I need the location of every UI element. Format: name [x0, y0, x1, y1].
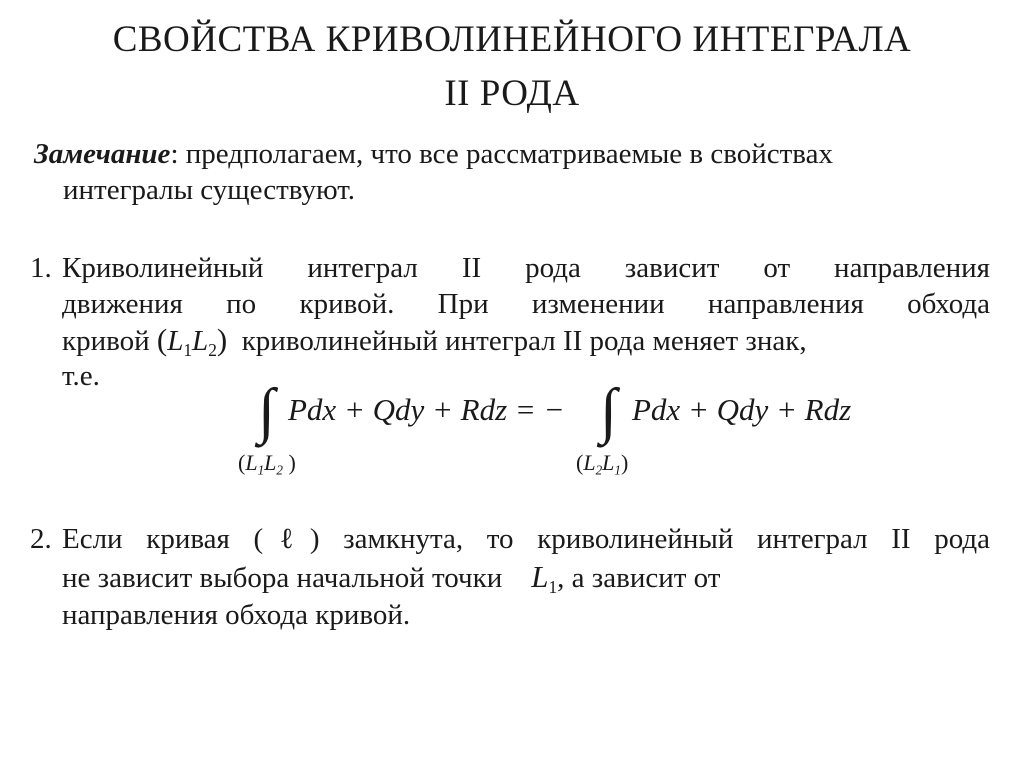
left-limit-sub-a: 1 [257, 462, 265, 478]
item2-line2-post: , а зависит от [557, 562, 721, 594]
item2-line1: Если кривая (ℓ) замкнута, то криволинейный интеграл II рода [62, 523, 990, 555]
item1-line2: движения по кривой. При изменении направления обхода [62, 288, 990, 320]
curve-sub2: 2 [208, 340, 217, 361]
slide-title-line1: СВОЙСТВА КРИВОЛИНЕЙНОГО ИНТЕГРАЛА [112, 19, 912, 60]
curve-L1: L [167, 325, 184, 357]
right-limit-sub-b: 1 [614, 462, 622, 478]
remark-line2: интегралы существуют. [63, 174, 355, 206]
right-limit-sub-a: 2 [595, 462, 603, 478]
curve-sub1: 1 [183, 340, 193, 361]
item1-number: 1. [30, 252, 52, 284]
left-limit-sub-b: 2 [276, 462, 284, 478]
remark-label: Замечание [34, 138, 171, 170]
remark-text-1: предполагаем, что все рассматриваемые в свойствах [178, 138, 833, 170]
start-point-L: L [531, 559, 549, 594]
remark-line1 [34, 136, 833, 172]
item1-line3: кривой $(L_1L_2)$ криволинейный интеграл II рода меняет знак, [62, 322, 807, 361]
right-integral-limit: $(L_2L_1)$ [576, 450, 629, 478]
item1-line4: т.е. [62, 360, 100, 392]
remark-colon: : [170, 138, 179, 170]
item1-line1: Криволинейный интеграл II рода зависит от направления [62, 252, 990, 284]
start-point-sub: 1 [548, 577, 558, 598]
item2-line2-pre: не зависит выбора начальной точки [62, 562, 503, 594]
left-limit-Lb: L [264, 450, 277, 475]
item2-line3: направления обхода кривой. [62, 599, 411, 631]
formula-right-expr: Pdx + Qdy + Rdz [632, 392, 852, 427]
left-limit-La: L [245, 450, 258, 475]
item1-line3-post: криволинейный интеграл II рода меняет знак, [241, 325, 807, 357]
integral-sign-right: ∫ [600, 377, 617, 445]
item1-line3-pre: кривой [62, 325, 157, 357]
integral-sign-left: ∫ [258, 377, 275, 445]
formula-left-expr: Pdx + Qdy + Rdz = − [288, 392, 565, 427]
slide-title-line2: II РОДА [444, 73, 580, 114]
right-limit-La: L [583, 450, 596, 475]
item2-number: 2. [30, 523, 52, 555]
right-limit-Lb: L [602, 450, 615, 475]
left-integral-limit: ($L_1L_2$ ) [238, 450, 296, 478]
curve-L2: L [192, 325, 209, 357]
item2-line2 [62, 559, 990, 596]
